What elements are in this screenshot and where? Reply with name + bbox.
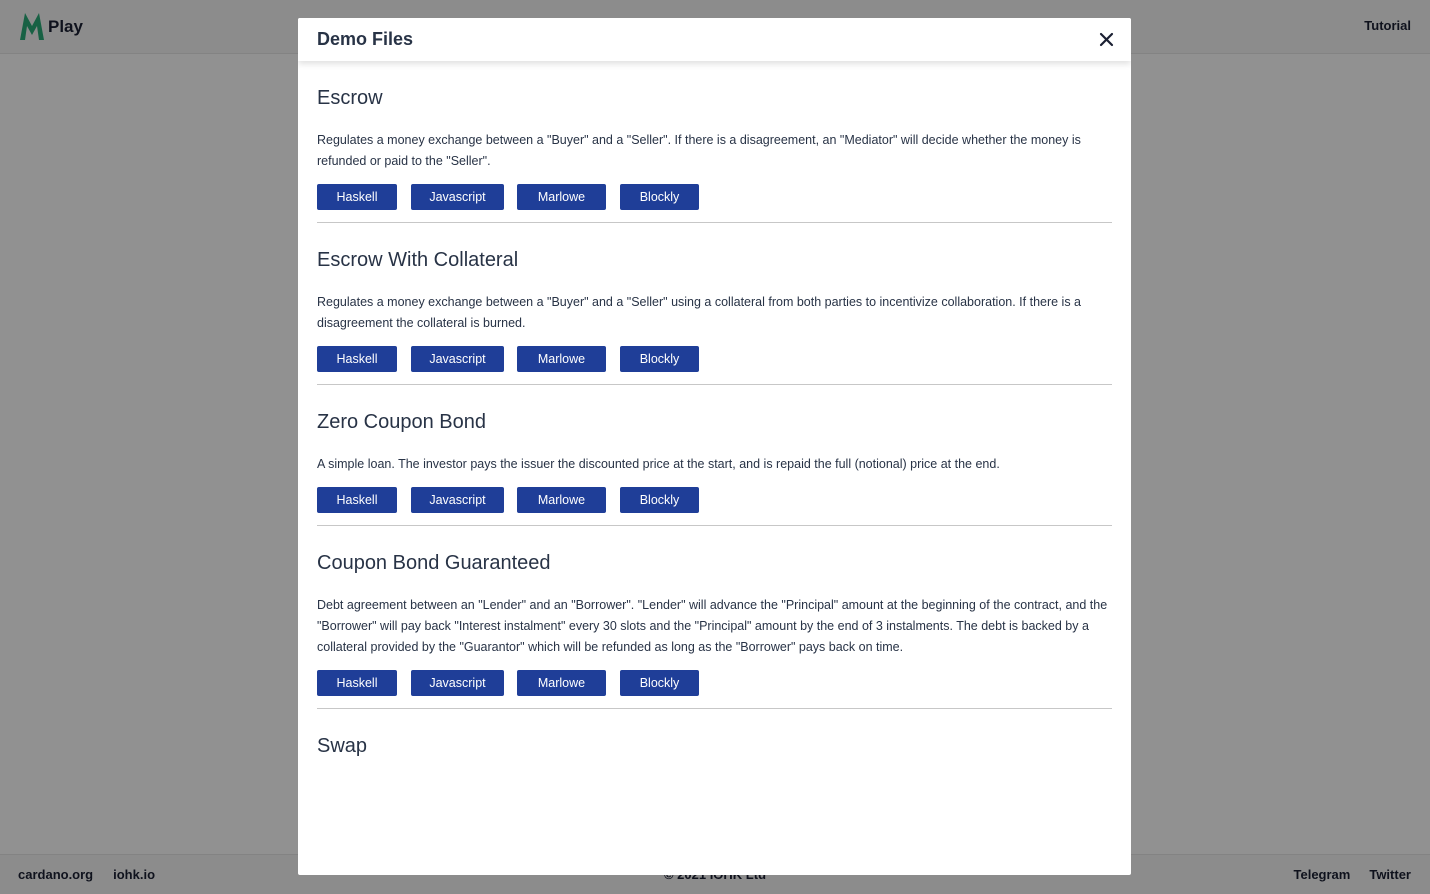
escrow-collateral-haskell-button[interactable]: Haskell	[317, 346, 397, 372]
coupon-bond-javascript-button[interactable]: Javascript	[411, 670, 504, 696]
close-button[interactable]	[1099, 32, 1114, 47]
escrow-collateral-marlowe-button[interactable]: Marlowe	[517, 346, 606, 372]
modal-header	[298, 18, 1131, 61]
footer-link-twitter[interactable]: Twitter	[1369, 867, 1411, 882]
demo-section-escrow-with-collateral	[317, 223, 1112, 385]
demo-description: A simple loan. The investor pays the issuer the discounted price at the start, and is repaid the full (notional) price at the end.	[317, 457, 1000, 471]
footer-link-cardano[interactable]: cardano.org	[18, 867, 94, 882]
footer-link-telegram[interactable]: Telegram	[1293, 867, 1351, 882]
tutorial-link[interactable]: Tutorial	[1364, 18, 1411, 33]
demo-description: Regulates a money exchange between a "Buyer" and a "Seller" using a collateral from both parties to incentivize collaboration. If there is a disagreement the collateral is burned.	[317, 295, 1082, 330]
demo-title: Coupon Bond Guaranteed	[317, 552, 551, 574]
zero-coupon-blockly-button[interactable]: Blockly	[620, 487, 699, 513]
demo-section-zero-coupon-bond	[317, 385, 1112, 526]
modal-body[interactable]	[317, 61, 1112, 875]
zero-coupon-marlowe-button[interactable]: Marlowe	[517, 487, 606, 513]
demo-button-row	[317, 184, 1112, 210]
demo-title: Escrow With Collateral	[317, 249, 519, 271]
coupon-bond-marlowe-button[interactable]: Marlowe	[517, 670, 606, 696]
demo-description: Regulates a money exchange between a "Buyer" and a "Seller". If there is a disagreement, an "Mediator" will decide whether the money is refunded or paid to the "Seller".	[317, 133, 1081, 168]
escrow-javascript-button[interactable]: Javascript	[411, 184, 504, 210]
escrow-haskell-button[interactable]: Haskell	[317, 184, 397, 210]
footer-link-iohk[interactable]: iohk.io	[113, 867, 156, 882]
demo-button-row	[317, 670, 1112, 696]
demo-button-row	[317, 346, 1112, 372]
escrow-collateral-javascript-button[interactable]: Javascript	[411, 346, 504, 372]
escrow-collateral-blockly-button[interactable]: Blockly	[620, 346, 699, 372]
modal-title: Demo Files	[317, 29, 414, 49]
demo-title: Swap	[317, 735, 368, 757]
zero-coupon-haskell-button[interactable]: Haskell	[317, 487, 397, 513]
coupon-bond-blockly-button[interactable]: Blockly	[620, 670, 699, 696]
demo-title: Escrow	[317, 87, 383, 109]
logo-text: Play	[48, 16, 83, 36]
demo-button-row	[317, 487, 1112, 513]
escrow-blockly-button[interactable]: Blockly	[620, 184, 699, 210]
zero-coupon-javascript-button[interactable]: Javascript	[411, 487, 504, 513]
escrow-marlowe-button[interactable]: Marlowe	[517, 184, 606, 210]
demo-section-escrow	[317, 61, 1112, 223]
close-icon	[1099, 32, 1114, 47]
coupon-bond-haskell-button[interactable]: Haskell	[317, 670, 397, 696]
demo-description: Debt agreement between an "Lender" and an "Borrower". "Lender" will advance the "Principal" amount at the beginning of the contract, and the "Borrower" will pay back "Interest instalment" every 30 slots and the "Principal" amount by the end of 3 instalments. The debt is backed by a collateral provided by the "Guarantor" which will be refunded as long as the "Borrower" pays back on time.	[317, 598, 1108, 654]
demo-title: Zero Coupon Bond	[317, 411, 487, 433]
demo-section-swap	[317, 709, 1112, 773]
demo-section-coupon-bond-guaranteed	[317, 526, 1112, 709]
demo-files-modal	[298, 18, 1131, 875]
